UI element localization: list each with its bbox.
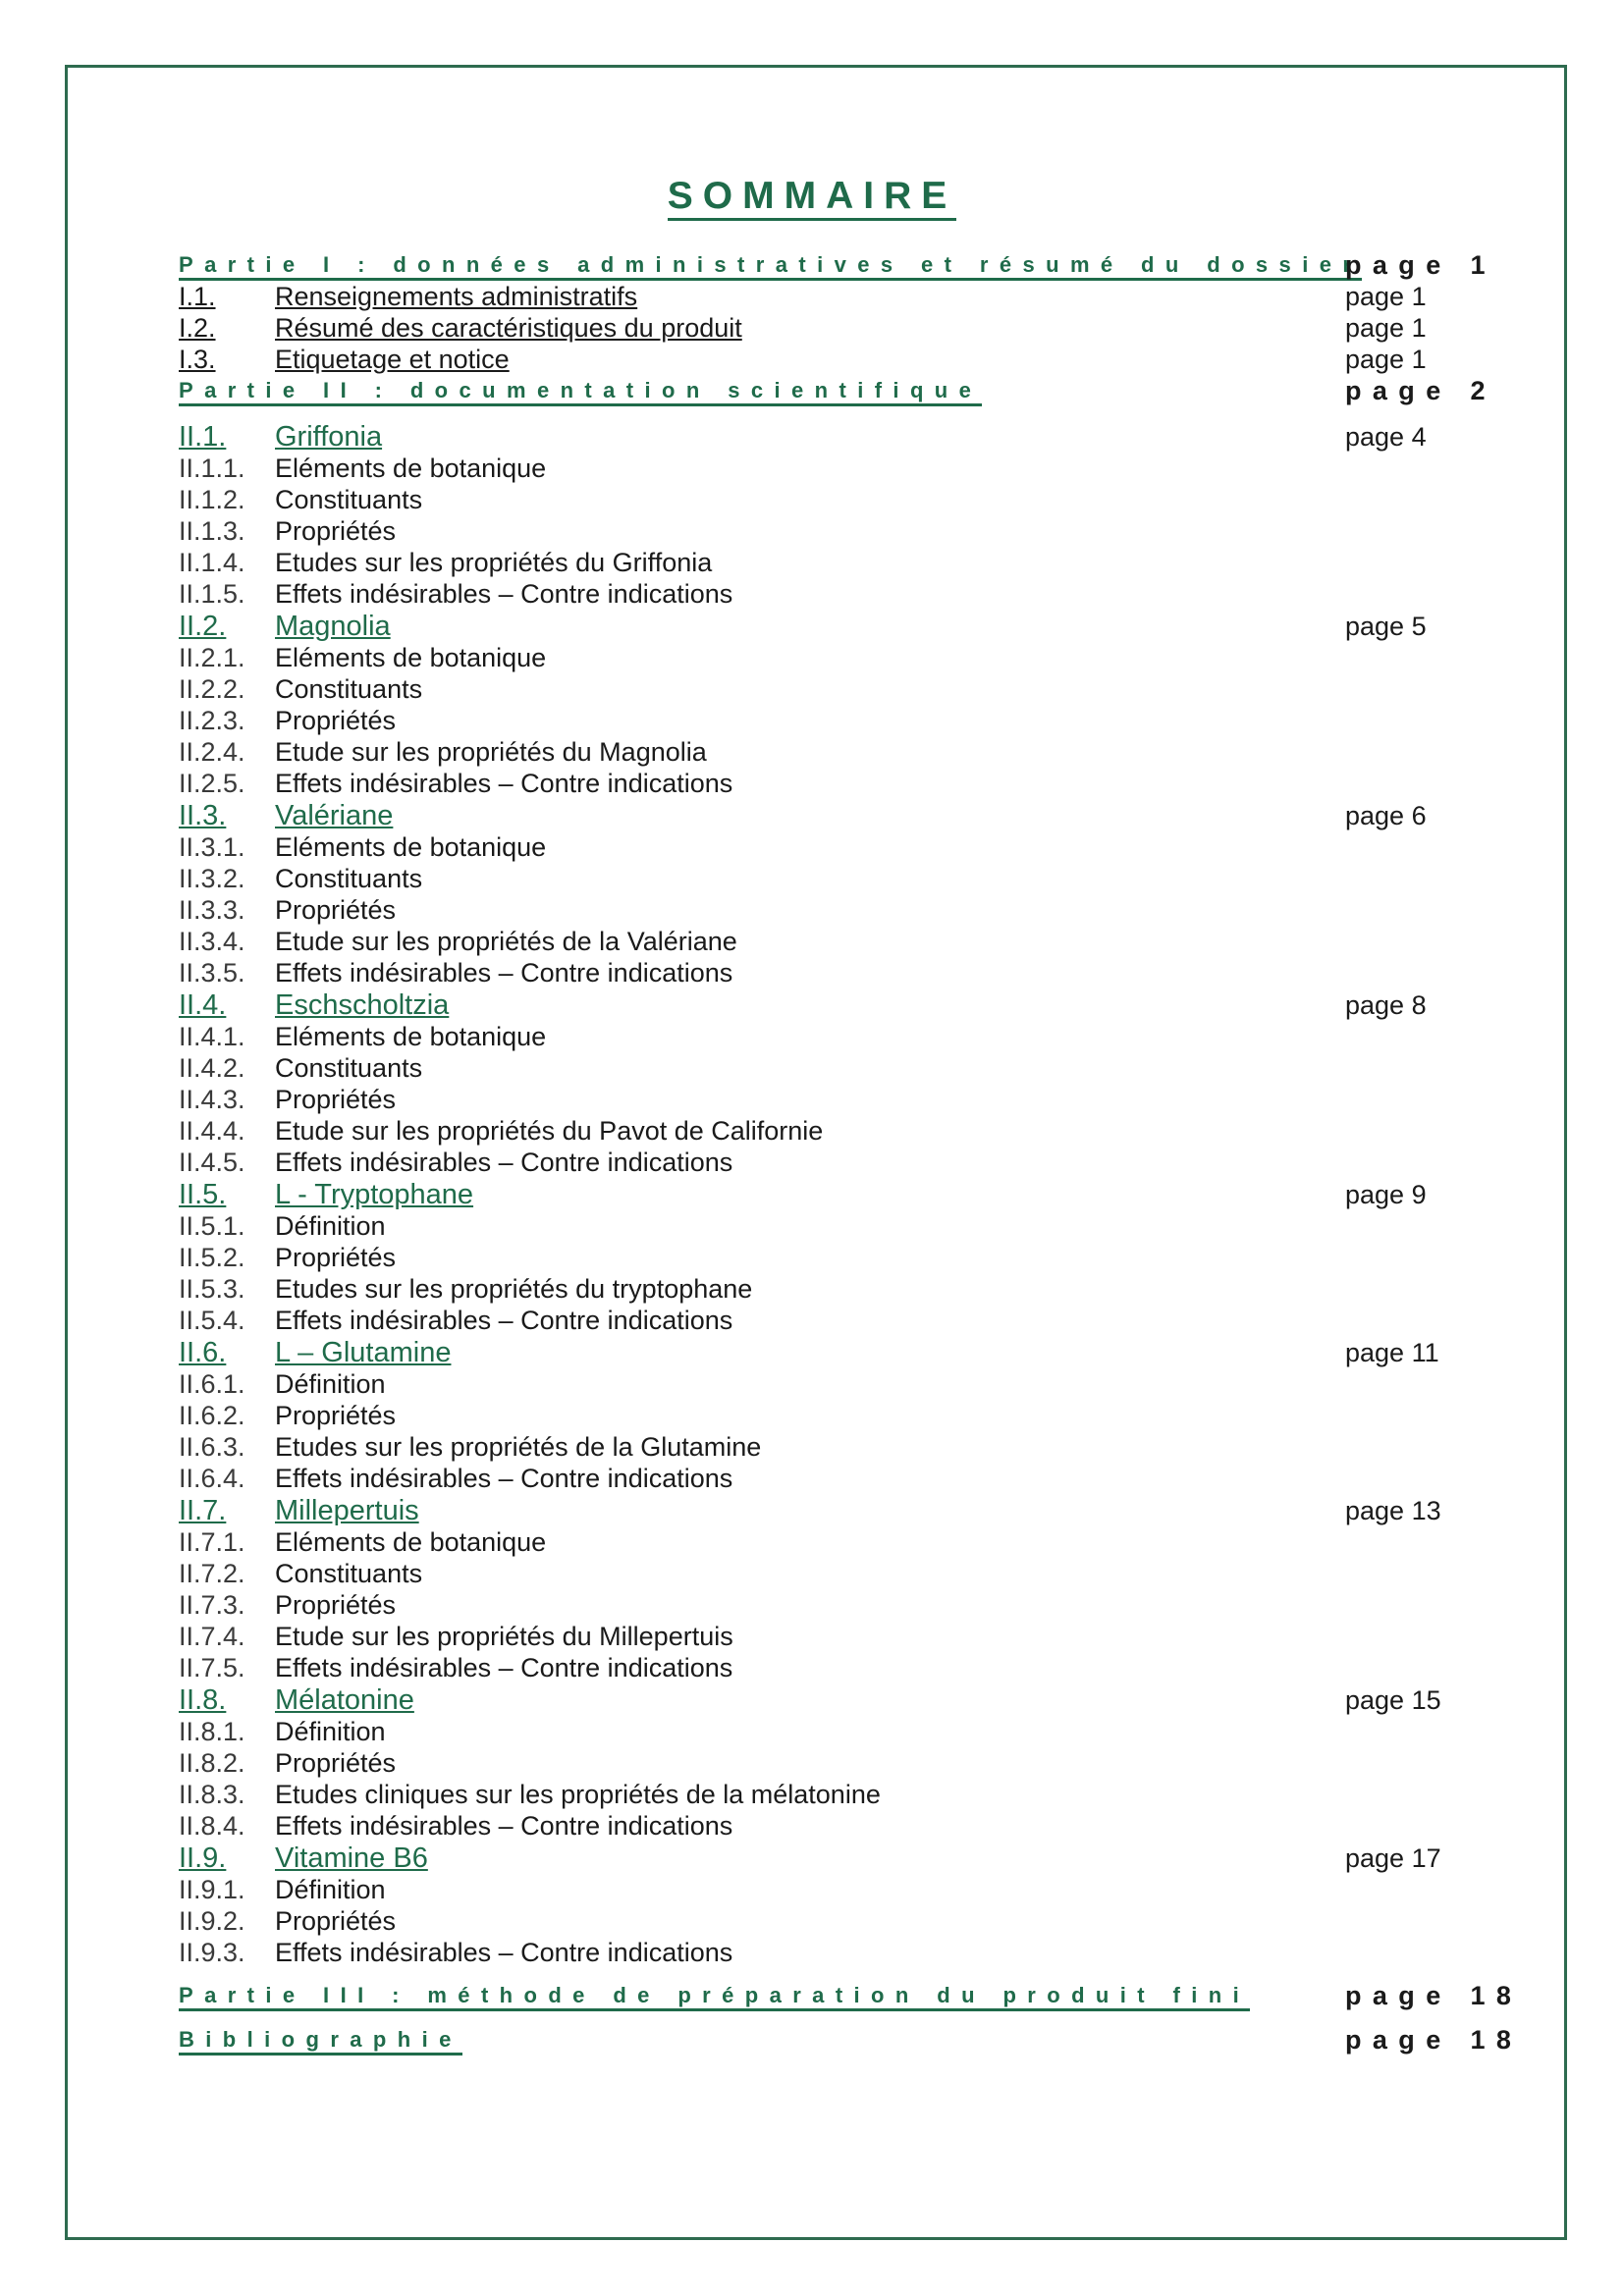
section-heading[interactable] bbox=[179, 1494, 1485, 1526]
bibliography-label: Bibliographie bbox=[179, 2027, 462, 2056]
section-title: Magnolia bbox=[275, 611, 391, 642]
subsection-number: II.5.4. bbox=[179, 1306, 245, 1335]
subsection-entry[interactable] bbox=[179, 1621, 1485, 1652]
part-2-page: page 2 bbox=[1345, 376, 1496, 405]
subsection-entry[interactable] bbox=[179, 1115, 1485, 1147]
section-heading[interactable] bbox=[179, 988, 1485, 1021]
section-heading[interactable] bbox=[179, 420, 1485, 453]
subsection-entry[interactable] bbox=[179, 453, 1485, 484]
subsection-text: Effets indésirables – Contre indications bbox=[275, 769, 733, 798]
subsection-text: Propriétés bbox=[275, 1748, 397, 1778]
subsection-text: Propriétés bbox=[275, 1085, 397, 1114]
section-number: II.6. bbox=[179, 1337, 227, 1368]
subsection-text: Effets indésirables – Contre indications bbox=[275, 1653, 733, 1682]
section-title: Millepertuis bbox=[275, 1495, 419, 1526]
subsection-text: Propriétés bbox=[275, 706, 397, 735]
subsection-number: II.1.3. bbox=[179, 516, 245, 546]
subsection-entry[interactable] bbox=[179, 1747, 1485, 1779]
subsection-text: Propriétés bbox=[275, 1243, 397, 1272]
subsection-number: II.5.3. bbox=[179, 1274, 245, 1304]
part-2-label: Partie II : documentation scientifique bbox=[179, 378, 982, 406]
subsection-text: Constituants bbox=[275, 1559, 423, 1588]
subsection-entry[interactable] bbox=[179, 484, 1485, 515]
subsection-number: II.7.3. bbox=[179, 1590, 245, 1620]
part-3-page: page 18 bbox=[1345, 1981, 1523, 2010]
toc-entry-i-3[interactable] bbox=[179, 344, 1485, 375]
subsection-number: II.2.1. bbox=[179, 643, 245, 672]
subsection-entry[interactable] bbox=[179, 831, 1485, 863]
section-number: II.8. bbox=[179, 1684, 227, 1716]
subsection-entry[interactable] bbox=[179, 1589, 1485, 1621]
section-page: page 11 bbox=[1345, 1338, 1439, 1367]
part-1-page: page 1 bbox=[1345, 250, 1496, 280]
subsection-text: Effets indésirables – Contre indications bbox=[275, 958, 733, 988]
subsection-text: Définition bbox=[275, 1369, 386, 1399]
entry-number: I.3. bbox=[179, 345, 216, 374]
part-2-heading[interactable] bbox=[179, 375, 1496, 406]
subsection-number: II.7.4. bbox=[179, 1622, 245, 1651]
part-1-label: Partie I : données administratives et résumé du dossier bbox=[179, 252, 1362, 281]
part-1-heading[interactable] bbox=[179, 249, 1496, 281]
subsection-text: Etude sur les propriétés de la Valériane bbox=[275, 927, 737, 956]
section-page: page 9 bbox=[1345, 1180, 1427, 1209]
section-title: Valériane bbox=[275, 800, 394, 831]
subsection-number: II.6.3. bbox=[179, 1432, 245, 1462]
section-page: page 6 bbox=[1345, 801, 1427, 830]
subsection-text: Etudes sur les propriétés de la Glutamine bbox=[275, 1432, 762, 1462]
section-heading[interactable] bbox=[179, 1336, 1485, 1368]
section-title: Mélatonine bbox=[275, 1684, 414, 1716]
subsection-text: Effets indésirables – Contre indications bbox=[275, 579, 733, 609]
subsection-number: II.3.3. bbox=[179, 895, 245, 925]
entry-text: Etiquetage et notice bbox=[275, 345, 510, 374]
subsection-number: II.4.4. bbox=[179, 1116, 245, 1146]
section-number: II.3. bbox=[179, 800, 227, 831]
subsection-number: II.8.4. bbox=[179, 1811, 245, 1841]
subsection-number: II.1.5. bbox=[179, 579, 245, 609]
subsection-number: II.8.1. bbox=[179, 1717, 245, 1746]
subsection-entry[interactable] bbox=[179, 1937, 1485, 1968]
section-page: page 8 bbox=[1345, 990, 1427, 1020]
toc-entry-i-1[interactable] bbox=[179, 281, 1485, 312]
subsection-entry[interactable] bbox=[179, 1652, 1485, 1683]
section-page: page 15 bbox=[1345, 1685, 1441, 1715]
subsection-entry[interactable] bbox=[179, 1463, 1485, 1494]
table-of-contents bbox=[179, 245, 1523, 2056]
section-title: L - Tryptophane bbox=[275, 1179, 474, 1210]
section-page: page 5 bbox=[1345, 612, 1427, 641]
subsection-text: Constituants bbox=[275, 864, 423, 893]
subsection-number: II.3.2. bbox=[179, 864, 245, 893]
subsection-number: II.6.1. bbox=[179, 1369, 245, 1399]
subsection-entry[interactable] bbox=[179, 1084, 1485, 1115]
subsection-entry[interactable] bbox=[179, 1716, 1485, 1747]
subsection-text: Eléments de botanique bbox=[275, 832, 547, 862]
section-heading[interactable] bbox=[179, 1683, 1485, 1716]
subsection-entry[interactable] bbox=[179, 1905, 1485, 1937]
subsection-text: Etude sur les propriétés du Pavot de Californie bbox=[275, 1116, 824, 1146]
subsection-entry[interactable] bbox=[179, 736, 1485, 768]
subsection-text: Effets indésirables – Contre indications bbox=[275, 1306, 733, 1335]
subsection-text: Constituants bbox=[275, 485, 423, 514]
subsection-entry[interactable] bbox=[179, 1400, 1485, 1431]
subsection-number: II.3.4. bbox=[179, 927, 245, 956]
bibliography-heading[interactable] bbox=[179, 2024, 1523, 2056]
subsection-text: Etude sur les propriétés du Magnolia bbox=[275, 737, 707, 767]
subsection-entry[interactable] bbox=[179, 1779, 1485, 1810]
subsection-entry[interactable] bbox=[179, 957, 1485, 988]
subsection-number: II.2.5. bbox=[179, 769, 245, 798]
subsection-text: Propriétés bbox=[275, 1401, 397, 1430]
section-title: Griffonia bbox=[275, 421, 383, 453]
subsection-number: II.5.1. bbox=[179, 1211, 245, 1241]
subsection-entry[interactable] bbox=[179, 863, 1485, 894]
subsection-text: Définition bbox=[275, 1211, 386, 1241]
subsection-number: II.1.4. bbox=[179, 548, 245, 577]
subsection-number: II.4.1. bbox=[179, 1022, 245, 1051]
section-number: II.1. bbox=[179, 421, 227, 453]
subsection-entry[interactable] bbox=[179, 1242, 1485, 1273]
subsection-entry[interactable] bbox=[179, 1526, 1485, 1558]
subsection-text: Etude sur les propriétés du Millepertuis bbox=[275, 1622, 733, 1651]
subsection-entry[interactable] bbox=[179, 1273, 1485, 1305]
section-heading[interactable] bbox=[179, 1842, 1485, 1874]
subsection-entry[interactable] bbox=[179, 1368, 1485, 1400]
section-number: II.7. bbox=[179, 1495, 227, 1526]
subsection-number: II.7.2. bbox=[179, 1559, 245, 1588]
subsection-text: Etudes sur les propriétés du tryptophane bbox=[275, 1274, 753, 1304]
subsection-entry[interactable] bbox=[179, 642, 1485, 673]
subsection-entry[interactable] bbox=[179, 673, 1485, 705]
entry-page: page 1 bbox=[1345, 282, 1427, 311]
subsection-text: Effets indésirables – Contre indications bbox=[275, 1148, 733, 1177]
subsection-number: II.8.3. bbox=[179, 1780, 245, 1809]
subsection-number: II.9.1. bbox=[179, 1875, 245, 1904]
subsection-entry[interactable] bbox=[179, 1021, 1485, 1052]
subsection-number: II.9.2. bbox=[179, 1906, 245, 1936]
section-page: page 13 bbox=[1345, 1496, 1441, 1525]
subsection-number: II.3.1. bbox=[179, 832, 245, 862]
subsection-number: II.6.4. bbox=[179, 1464, 245, 1493]
subsection-number: II.6.2. bbox=[179, 1401, 245, 1430]
subsection-entry[interactable] bbox=[179, 547, 1485, 578]
subsection-number: II.4.5. bbox=[179, 1148, 245, 1177]
part-3-label: Partie III : méthode de préparation du produit fini bbox=[179, 1983, 1250, 2011]
section-heading[interactable] bbox=[179, 1178, 1485, 1210]
subsection-text: Propriétés bbox=[275, 1906, 397, 1936]
subsection-entry[interactable] bbox=[179, 1210, 1485, 1242]
section-number: II.9. bbox=[179, 1842, 227, 1874]
subsection-entry[interactable] bbox=[179, 894, 1485, 926]
subsection-entry[interactable] bbox=[179, 1431, 1485, 1463]
subsection-text: Constituants bbox=[275, 674, 423, 704]
toc-entry-i-2[interactable] bbox=[179, 312, 1485, 344]
subsection-number: II.4.2. bbox=[179, 1053, 245, 1083]
subsection-text: Effets indésirables – Contre indications bbox=[275, 1938, 733, 1967]
bibliography-page: page 18 bbox=[1345, 2025, 1523, 2055]
subsection-text: Effets indésirables – Contre indications bbox=[275, 1464, 733, 1493]
subsection-number: II.1.2. bbox=[179, 485, 245, 514]
subsection-text: Eléments de botanique bbox=[275, 643, 547, 672]
subsection-entry[interactable] bbox=[179, 515, 1485, 547]
subsection-number: II.7.1. bbox=[179, 1527, 245, 1557]
section-title: L – Glutamine bbox=[275, 1337, 452, 1368]
subsection-text: Propriétés bbox=[275, 516, 397, 546]
subsection-text: Définition bbox=[275, 1717, 386, 1746]
subsection-entry[interactable] bbox=[179, 1558, 1485, 1589]
subsection-number: II.5.2. bbox=[179, 1243, 245, 1272]
subsection-entry[interactable] bbox=[179, 1052, 1485, 1084]
entry-text: Résumé des caractéristiques du produit bbox=[275, 313, 742, 343]
section-title: Eschscholtzia bbox=[275, 989, 450, 1021]
subsection-number: II.2.2. bbox=[179, 674, 245, 704]
section-page: page 4 bbox=[1345, 422, 1427, 452]
section-heading[interactable] bbox=[179, 610, 1485, 642]
subsection-entry[interactable] bbox=[179, 1874, 1485, 1905]
subsection-entry[interactable] bbox=[179, 1305, 1485, 1336]
section-number: II.5. bbox=[179, 1179, 227, 1210]
entry-page: page 1 bbox=[1345, 313, 1427, 343]
subsection-entry[interactable] bbox=[179, 578, 1485, 610]
subsection-text: Définition bbox=[275, 1875, 386, 1904]
subsection-number: II.4.3. bbox=[179, 1085, 245, 1114]
entry-text: Renseignements administratifs bbox=[275, 282, 638, 311]
part-3-heading[interactable] bbox=[179, 1980, 1523, 2011]
section-title: Vitamine B6 bbox=[275, 1842, 428, 1874]
subsection-entry[interactable] bbox=[179, 1810, 1485, 1842]
title-text: SOMMAIRE bbox=[668, 175, 957, 221]
subsection-entry[interactable] bbox=[179, 926, 1485, 957]
subsection-number: II.8.2. bbox=[179, 1748, 245, 1778]
subsection-text: Propriétés bbox=[275, 895, 397, 925]
part-2-sections bbox=[179, 420, 1485, 1968]
entry-page: page 1 bbox=[1345, 345, 1427, 374]
subsection-number: II.2.3. bbox=[179, 706, 245, 735]
subsection-entry[interactable] bbox=[179, 1147, 1485, 1178]
section-number: II.4. bbox=[179, 989, 227, 1021]
subsection-entry[interactable] bbox=[179, 705, 1485, 736]
section-page: page 17 bbox=[1345, 1843, 1441, 1873]
subsection-number: II.3.5. bbox=[179, 958, 245, 988]
subsection-number: II.1.1. bbox=[179, 454, 245, 483]
subsection-number: II.7.5. bbox=[179, 1653, 245, 1682]
subsection-number: II.9.3. bbox=[179, 1938, 245, 1967]
subsection-text: Eléments de botanique bbox=[275, 1022, 547, 1051]
page-title bbox=[0, 175, 1624, 218]
subsection-text: Etudes cliniques sur les propriétés de la mélatonine bbox=[275, 1780, 881, 1809]
subsection-text: Eléments de botanique bbox=[275, 454, 547, 483]
section-heading[interactable] bbox=[179, 799, 1485, 831]
section-number: II.2. bbox=[179, 611, 227, 642]
entry-number: I.2. bbox=[179, 313, 216, 343]
subsection-text: Effets indésirables – Contre indications bbox=[275, 1811, 733, 1841]
subsection-text: Constituants bbox=[275, 1053, 423, 1083]
entry-number: I.1. bbox=[179, 282, 216, 311]
subsection-text: Etudes sur les propriétés du Griffonia bbox=[275, 548, 713, 577]
subsection-entry[interactable] bbox=[179, 768, 1485, 799]
subsection-number: II.2.4. bbox=[179, 737, 245, 767]
subsection-text: Eléments de botanique bbox=[275, 1527, 547, 1557]
subsection-text: Propriétés bbox=[275, 1590, 397, 1620]
